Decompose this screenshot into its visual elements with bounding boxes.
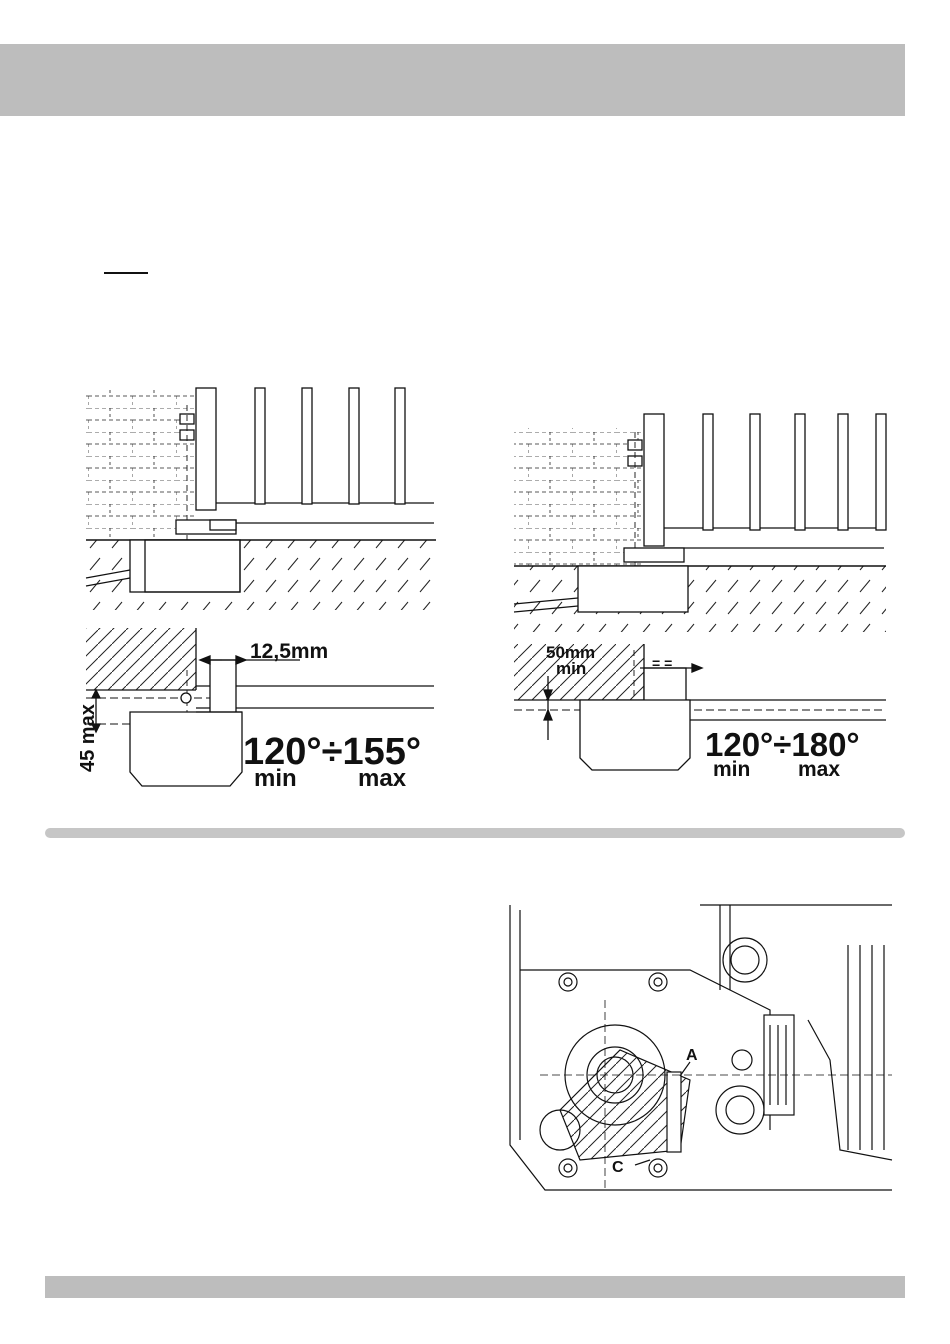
mechanism-drawing	[510, 905, 892, 1190]
callout-a: A	[686, 1047, 698, 1064]
right-min-label: min	[713, 758, 751, 781]
right-offset-label-line2: min	[556, 659, 587, 678]
right-angle-range: 120°÷180°	[705, 726, 860, 763]
left-gap-label: 12,5mm	[250, 640, 329, 663]
left-height-label: 45 max	[77, 704, 99, 772]
left-max-label: max	[358, 765, 407, 792]
right-max-label: max	[798, 758, 841, 781]
left-elevation-drawing	[86, 388, 436, 610]
right-elevation-drawing	[514, 414, 886, 632]
left-angle-range: 120°÷155°	[243, 731, 422, 773]
right-equal-marks: = =	[652, 655, 673, 671]
left-min-label: min	[254, 765, 297, 792]
right-offset-label-line1: 50mm	[546, 643, 596, 662]
callout-c: C	[612, 1159, 624, 1176]
